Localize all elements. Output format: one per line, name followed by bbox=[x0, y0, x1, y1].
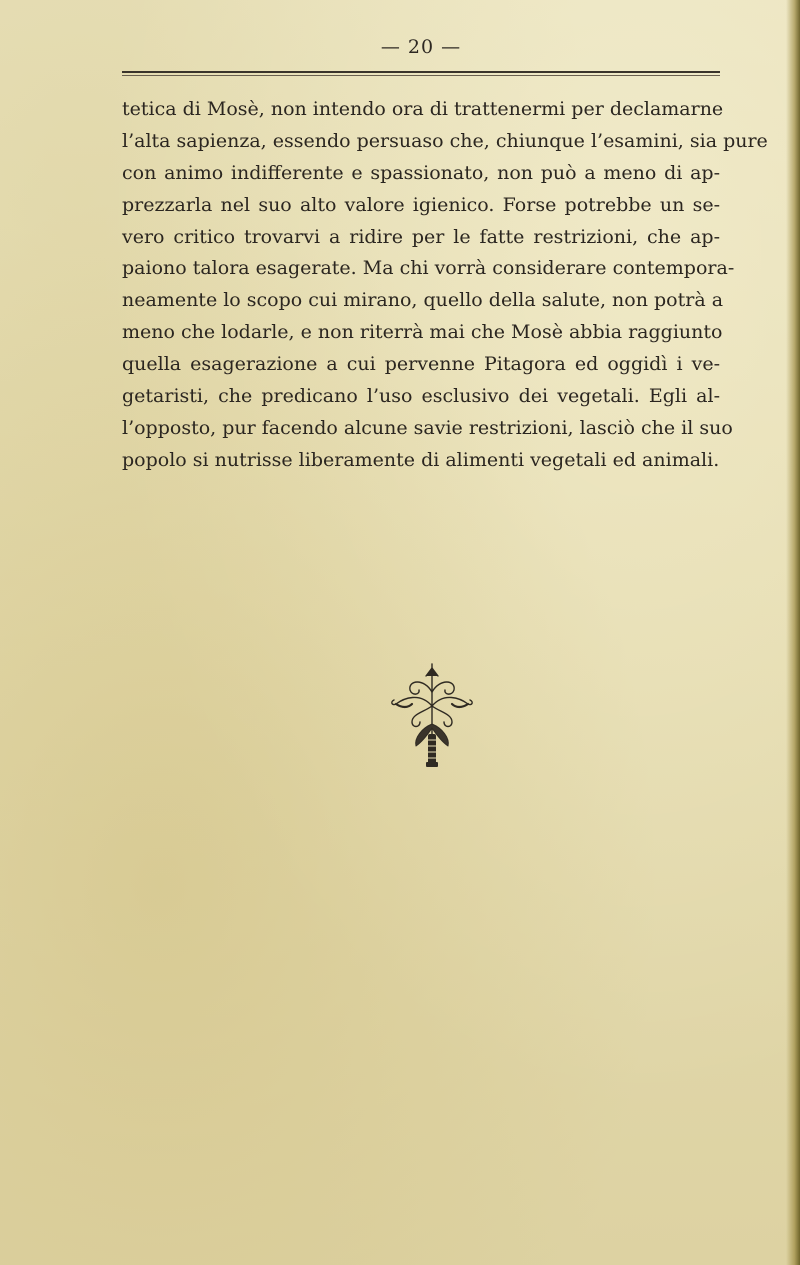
text-line: paiono talora esagerate. Ma chi vorrà considerare contempora- bbox=[122, 257, 735, 280]
floral-tailpiece-icon bbox=[382, 662, 482, 774]
text-line: prezzarla nel suo alto valore igienico. Forse potrebbe un se- bbox=[122, 193, 720, 216]
text-line: getaristi, che predicano l’uso esclusivo dei vegetali. Egli al- bbox=[122, 385, 720, 408]
text-line: vero critico trovarvi a ridire per le fatte restrizioni, che ap- bbox=[122, 225, 720, 248]
page-number: — 20 — bbox=[380, 36, 462, 58]
body-paragraph bbox=[122, 94, 768, 477]
text-line: neamente lo scopo cui mirano, quello della salute, non potrà a bbox=[122, 289, 724, 312]
page-header bbox=[122, 36, 720, 58]
header-rule-thin bbox=[122, 75, 720, 76]
text-line: l’opposto, pur facendo alcune savie restrizioni, lasciò che il suo bbox=[122, 416, 733, 439]
text-line: l’alta sapienza, essendo persuaso che, chiunque l’esamini, sia pure bbox=[122, 129, 768, 152]
text-line: quella esagerazione a cui pervenne Pitagora ed oggidì i ve- bbox=[122, 353, 720, 376]
text-line: con animo indifferente e spassionato, non può a meno di ap- bbox=[122, 161, 720, 184]
text-line: tetica di Mosè, non intendo ora di trattenermi per declamarne bbox=[122, 98, 724, 120]
text-line: meno che lodarle, e non riterrà mai che Mosè abbia raggiunto bbox=[122, 321, 723, 344]
header-rule bbox=[122, 71, 720, 73]
page-edge-shadow bbox=[786, 0, 800, 1265]
text-line: popolo si nutrisse liberamente di alimenti vegetali ed animali. bbox=[122, 448, 720, 471]
